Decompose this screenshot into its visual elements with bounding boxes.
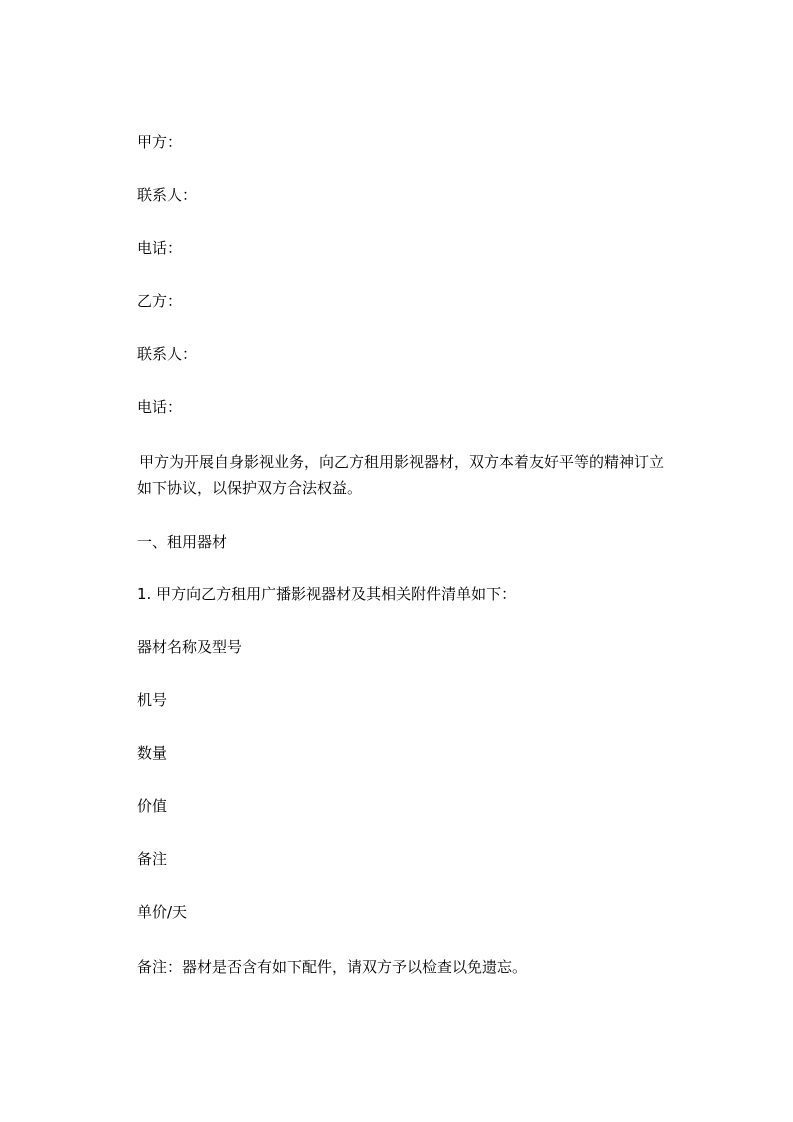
column-serial: 机号 bbox=[137, 691, 168, 709]
column-quantity: 数量 bbox=[137, 744, 168, 762]
party-b-phone-label: 电话： bbox=[137, 398, 183, 416]
column-name-model: 器材名称及型号 bbox=[137, 638, 243, 656]
column-unit-price: 单价/天 bbox=[137, 903, 188, 921]
accessory-note: 备注：器材是否含有如下配件，请双方予以检查以免遗忘。 bbox=[137, 958, 528, 976]
party-a-contact-label: 联系人： bbox=[137, 186, 198, 204]
party-a-phone-label: 电话： bbox=[137, 239, 183, 257]
party-b-label: 乙方： bbox=[137, 292, 183, 310]
party-b-contact-label: 联系人： bbox=[137, 345, 198, 363]
column-value: 价值 bbox=[137, 797, 168, 815]
item-1-text: 1. 甲方向乙方租用广播影视器材及其相关附件清单如下： bbox=[137, 585, 517, 603]
intro-paragraph-line-2: 如下协议，以保护双方合法权益。 bbox=[137, 479, 363, 497]
intro-paragraph-line-1: 甲方为开展自身影视业务，向乙方租用影视器材，双方本着友好平等的精神订立 bbox=[139, 453, 665, 471]
section-1-heading: 一、租用器材 bbox=[137, 533, 228, 551]
column-remarks: 备注 bbox=[137, 850, 168, 868]
party-a-label: 甲方： bbox=[137, 133, 183, 151]
